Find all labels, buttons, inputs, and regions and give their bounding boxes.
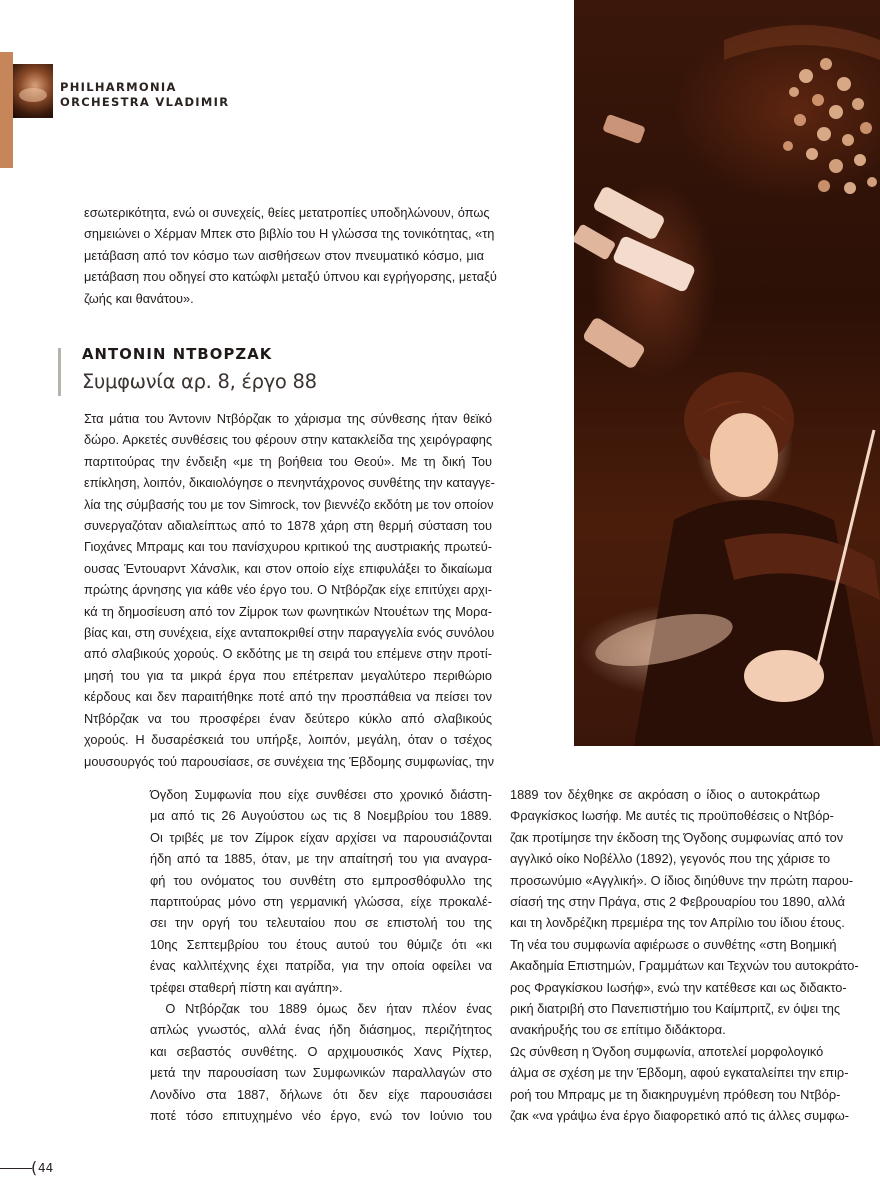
text-line: ανακήρυξής του σε επίτιμο διδάκτορα. — [510, 1022, 726, 1038]
heading-rule — [58, 348, 61, 396]
text-line: σημειώνει ο Χέρμαν Μπεκ στο βιβλίο του Η γλώσσα της τονικότητας, «τη — [84, 226, 495, 242]
text-line: άλμα σε σχέση με την Έβδομη, αφού εγκαταλείπει την επιρ- — [510, 1065, 849, 1081]
text-line: Τη νέα του συμφωνία αφιέρωσε ο συνθέτης «στη Βοημική — [510, 936, 837, 952]
text-line: προσωνύμιο «Αγγλική». Ο ίδιος διηύθυνε την πρώτη παρου- — [510, 872, 854, 888]
body-paragraph-2 — [150, 784, 492, 1127]
text-line: επίκληση, λοιπόν, δικαιολόγησε ο πενηντάχρονος συνθέτης την καταγγε- — [84, 475, 495, 491]
text-line: απλώς γνωστός, αλλά ένας ήδη διάσημος, περιζήτητος — [150, 1022, 492, 1038]
header-line-2: ORCHESTRA VLADIMIR — [60, 95, 230, 109]
text-line: Όγδοη Συμφωνία που είχε συνθέσει στο χρονικό διάστη- — [150, 787, 492, 802]
text-line: ροή του Μπραμς με τη διακηρυγμένη πρόθεση του Ντβόρ- — [510, 1086, 841, 1102]
text-line: Ακαδημία Επιστημών, Γραμμάτων και Τεχνών του αυτοκράτο- — [510, 958, 859, 974]
composer-name: ΑΝΤΟΝΙΝ ΝΤΒΟΡΖΑΚ — [82, 346, 273, 363]
text-line: ρος Φραγκίσκου Ιωσήφ», ενώ την κατέθεσε και ως διδακτο- — [510, 979, 847, 995]
text-line: Ο Ντβόρζακ του 1889 όμως δεν ήταν πλέον ένας — [165, 1001, 492, 1017]
text-line: Οι τριβές με τον Ζίμροκ είχαν αρχίσει να παρουσιάζονται — [150, 829, 492, 845]
text-line: φή του ονόματος του συνθέτη στο εμπροσθόφυλλο της — [150, 872, 492, 888]
text-line: μετάβαση που οδηγεί στο κατώφλι μεταξύ ύπνου και εγρήγορσης, μεταξύ — [84, 269, 497, 285]
text-line: βίας και, στη συνέχεια, είχε ανταποκριθεί στην παραγγελία ενός συνόλου — [84, 625, 495, 641]
text-line: ρική διατριβή στο Πανεπιστήμιο του Καίμπριτζ, εν όψει της — [510, 1001, 841, 1017]
text-line: πρώτης άρνησης για κάθε νέο έργο του. Ο Ντβόρζακ είχε επιτύχει αρχι- — [84, 582, 492, 598]
text-line: μουσουργός τού παρουσίασε, σε συνέχεια της Έβδομης συμφωνίας, την — [84, 753, 495, 769]
text-line: παρτιτούρας μόνο στη γερμανική γλώσσα, είχε προκαλέ- — [150, 894, 492, 910]
work-title: Συμφωνία αρ. 8, έργο 88 — [82, 370, 317, 393]
text-line: ουσας Έντουαρντ Χάνσλικ, και στον οποίο είχε επιφυλάξει το δικαίωμα — [84, 560, 492, 576]
text-line: Ως σύνθεση η Όγδοη συμφωνία, αποτελεί μορφολογικό — [510, 1043, 824, 1059]
text-line: και τη λονδρέζικη πρεμιέρα της τον Απρίλιο του ίδιου έτους. — [510, 915, 845, 931]
text-line: και σεβαστός συνθέτης. Ο αρχιμουσικός Χανς Ρίχτερ, — [150, 1043, 492, 1059]
text-line: Λονδίνο στα 1887, δήλωνε ότι δεν είχε παρουσιάσει — [150, 1086, 492, 1102]
text-line: Γιοχάνες Μπραμς και του πανίσχυρου κριτικού της αυστριακής πρωτεύ- — [84, 539, 492, 555]
text-line: σίασή της στην Πράγα, στις 2 Φεβρουαρίου του 1890, αλλά — [510, 894, 846, 910]
text-line: ποτέ τόσο επιτυχημένο νέο έργο, ενώ τον Ιούνιο του — [150, 1108, 492, 1124]
text-line: μα από τις 26 Αυγούστου ως τις 8 Νοεμβρίου του 1889. — [150, 808, 492, 824]
text-line: Φραγκίσκος Ιωσήφ. Με αυτές τις προϋποθέσεις ο Ντβόρ- — [510, 808, 834, 824]
body-paragraph-1 — [84, 408, 495, 772]
text-line: τρέφει σταθερή πίστη και αγάπη». — [150, 979, 343, 995]
body-paragraph-3 — [510, 784, 859, 1127]
text-line: Στα μάτια του Άντονιν Ντβόρζακ το χάρισμα της σύνθεσης ήταν θεϊκό — [84, 411, 492, 426]
text-line: λία της σύμβασής του με τον Simrock, τον βιεννέζο εκδότη με τον οποίον — [84, 496, 494, 512]
text-line: 1889 τον δέχθηκε σε ακρόαση ο ίδιος ο αυτοκράτωρ — [510, 787, 820, 802]
page-number-rule — [0, 1168, 32, 1169]
text-line: ένας καλλιτέχνης έχει πατρίδα, για την οποία οφείλει να — [150, 958, 492, 974]
intro-paragraph — [84, 202, 497, 309]
page-number — [0, 1158, 60, 1180]
text-line: μετάβαση από τον κόσμο των αισθήσεων στον πνευματικό κόσμο, μια — [84, 247, 484, 263]
text-line: Ντβόρζακ να του προσφέρει έναν δεύτερο κύκλο από σλαβικούς — [84, 710, 492, 726]
text-line: σει την οργή του τελευταίου που σε επιστολή του της — [150, 915, 492, 931]
header-line-1: PHILHARMONIA — [60, 80, 177, 94]
text-line: ζακ προτίμησε την έκδοση της Όγδοης συμφωνίας από τον — [510, 829, 844, 845]
text-line: παρτιτούρας την ένδειξη «με τη βοήθεια του Θεού». Με τη δική Του — [84, 453, 492, 469]
text-line: εσωτερικότητα, ενώ οι συνεχείς, θείες μετατροπίες υποδηλώνουν, όπως — [84, 205, 490, 220]
text-line: ήδη από τα 1885, όταν, με την απαίτησή του για αναγρα- — [150, 851, 492, 867]
text-line: 10ης Σεπτεμβρίου του έτους αυτού του θύμιζε ότι «κι — [150, 936, 492, 952]
text-line: κέρδους και δεν παραιτήθηκε ποτέ από την προσπάθεια να πείσει τον — [84, 689, 492, 705]
text-line: αγγλικό οίκο Νοβέλλο (1892), γεγονός που της χάρισε το — [510, 851, 831, 867]
text-line: συνεργαζόταν αδιαλείπτως από το 1878 χάρη στη θερμή σύσταση του — [84, 518, 492, 534]
text-line: από σλαβικούς χορούς. Ο εκδότης με τη σειρά του επέμενε στην προτί- — [84, 646, 492, 662]
section-heading — [58, 346, 488, 398]
text-line: μησή του για τα μικρά έργα που επέτρεπαν μεγαλύτερο περιθώριο — [84, 667, 492, 683]
text-line: δώρο. Αρκετές συνθέσεις του φέρουν στην κατακλείδα της χειρόγραφης — [84, 432, 492, 448]
text-line: κά τη δημοσίευση από τον Ζίμροκ των φωνητικών Ντουέτων της Μορα- — [84, 603, 492, 619]
page-number-value: 44 — [38, 1161, 54, 1175]
text-line: χορούς. Η δυσαρέσκειά του υπήρξε, λοιπόν, μεγάλη, όταν ο τσέχος — [84, 732, 492, 748]
text-line: ζωής και θανάτου». — [84, 290, 194, 306]
text-line: ζακ «να γράψω ένα έργο διαφορετικό από τις άλλες συμφω- — [510, 1108, 850, 1124]
page-number-bracket: ( — [31, 1158, 38, 1177]
text-line: μετά την παρουσίαση των Συμφωνικών παραλλαγών στο — [150, 1065, 492, 1081]
